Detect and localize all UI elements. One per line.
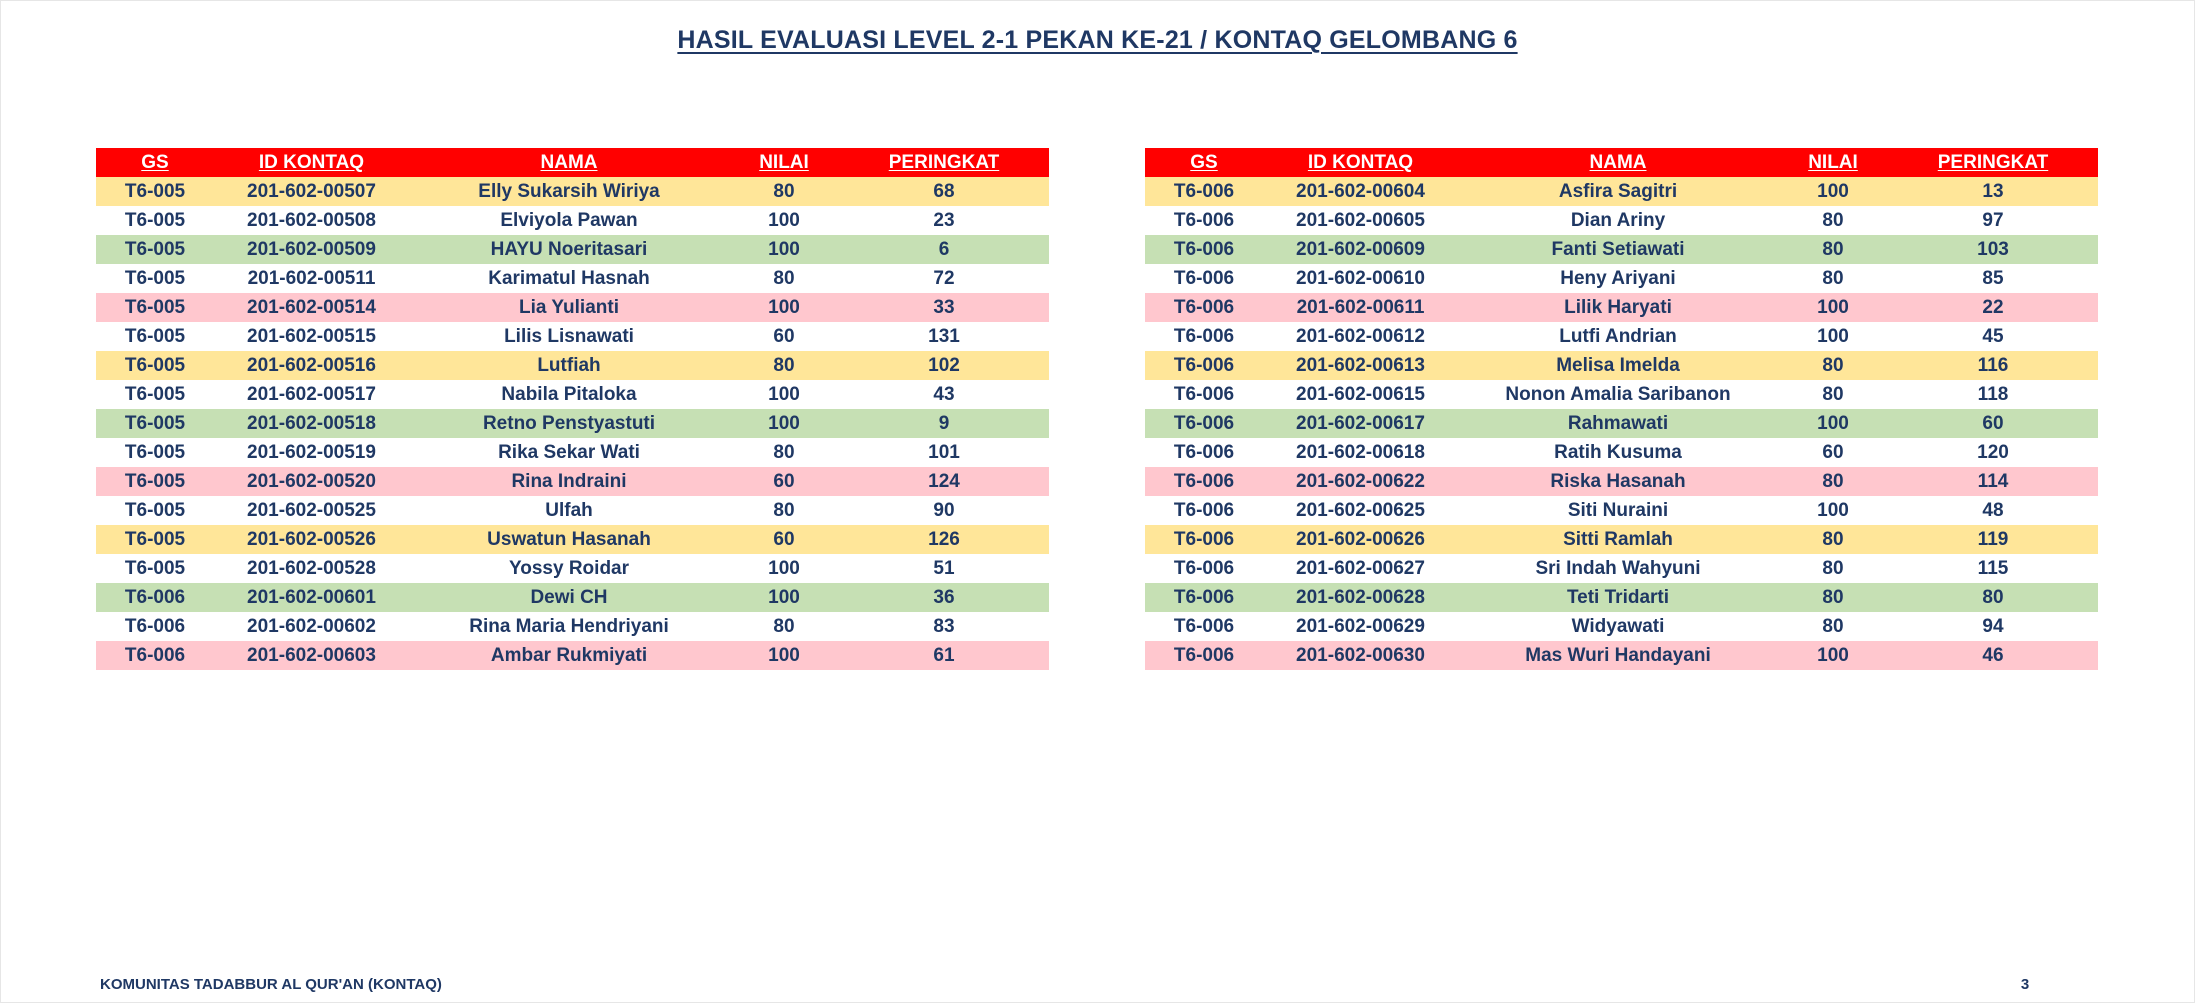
page-title-text: HASIL EVALUASI LEVEL 2-1 PEKAN KE-21 / KONTAQ GELOMBANG 6 (677, 26, 1518, 54)
cell-nama: Melisa Imelda (1458, 351, 1778, 380)
cell-nilai: 100 (1778, 293, 1888, 322)
cell-id-kontaq: 201-602-00628 (1263, 583, 1458, 612)
cell-id-kontaq: 201-602-00625 (1263, 496, 1458, 525)
table-row (96, 264, 1049, 293)
cell-nilai: 80 (1778, 612, 1888, 641)
table-row (1145, 322, 2098, 351)
cell-id-kontaq: 201-602-00604 (1263, 177, 1458, 206)
table-row (96, 380, 1049, 409)
column-header-id-kontaq: ID KONTAQ (1263, 148, 1458, 177)
cell-nama: Dewi CH (409, 583, 729, 612)
table-row (1145, 612, 2098, 641)
cell-id-kontaq: 201-602-00609 (1263, 235, 1458, 264)
cell-nama: Lutfiah (409, 351, 729, 380)
table-row (1145, 380, 2098, 409)
right-header-row (1145, 148, 2098, 177)
cell-peringkat: 115 (1888, 554, 2098, 583)
cell-nama: Teti Tridarti (1458, 583, 1778, 612)
table-row (96, 351, 1049, 380)
column-header-id-kontaq: ID KONTAQ (214, 148, 409, 177)
cell-gs: T6-006 (1145, 322, 1263, 351)
cell-peringkat: 60 (1888, 409, 2098, 438)
cell-nilai: 80 (1778, 235, 1888, 264)
cell-nama: Nabila Pitaloka (409, 380, 729, 409)
cell-nama: Sitti Ramlah (1458, 525, 1778, 554)
cell-gs: T6-005 (96, 351, 214, 380)
cell-peringkat: 68 (839, 177, 1049, 206)
cell-gs: T6-006 (1145, 351, 1263, 380)
cell-peringkat: 126 (839, 525, 1049, 554)
cell-peringkat: 131 (839, 322, 1049, 351)
cell-gs: T6-006 (1145, 467, 1263, 496)
cell-id-kontaq: 201-602-00519 (214, 438, 409, 467)
left-table-body (96, 177, 1049, 670)
cell-id-kontaq: 201-602-00629 (1263, 612, 1458, 641)
cell-peringkat: 97 (1888, 206, 2098, 235)
page-number: 3 (2020, 976, 2030, 993)
cell-nilai: 100 (729, 583, 839, 612)
cell-nama: Ulfah (409, 496, 729, 525)
cell-nilai: 60 (1778, 438, 1888, 467)
cell-peringkat: 85 (1888, 264, 2098, 293)
cell-id-kontaq: 201-602-00605 (1263, 206, 1458, 235)
cell-nilai: 100 (1778, 496, 1888, 525)
cell-id-kontaq: 201-602-00613 (1263, 351, 1458, 380)
table-row (1145, 525, 2098, 554)
cell-id-kontaq: 201-602-00627 (1263, 554, 1458, 583)
cell-peringkat: 103 (1888, 235, 2098, 264)
cell-nilai: 100 (1778, 409, 1888, 438)
cell-nama: Siti Nuraini (1458, 496, 1778, 525)
cell-id-kontaq: 201-602-00603 (214, 641, 409, 670)
cell-gs: T6-006 (1145, 583, 1263, 612)
table-row (96, 612, 1049, 641)
cell-gs: T6-006 (1145, 264, 1263, 293)
cell-nama: Karimatul Hasnah (409, 264, 729, 293)
cell-gs: T6-005 (96, 177, 214, 206)
cell-nilai: 60 (729, 467, 839, 496)
cell-id-kontaq: 201-602-00526 (214, 525, 409, 554)
cell-nilai: 100 (729, 293, 839, 322)
cell-id-kontaq: 201-602-00509 (214, 235, 409, 264)
cell-peringkat: 23 (839, 206, 1049, 235)
table-row (1145, 438, 2098, 467)
cell-peringkat: 119 (1888, 525, 2098, 554)
cell-gs: T6-006 (1145, 612, 1263, 641)
cell-gs: T6-006 (1145, 409, 1263, 438)
cell-id-kontaq: 201-602-00618 (1263, 438, 1458, 467)
right-table-body (1145, 177, 2098, 670)
cell-gs: T6-006 (1145, 554, 1263, 583)
cell-nama: Lutfi Andrian (1458, 322, 1778, 351)
cell-nilai: 80 (1778, 525, 1888, 554)
cell-nama: Elly Sukarsih Wiriya (409, 177, 729, 206)
cell-nama: Heny Ariyani (1458, 264, 1778, 293)
table-row (1145, 496, 2098, 525)
cell-gs: T6-006 (1145, 235, 1263, 264)
cell-id-kontaq: 201-602-00622 (1263, 467, 1458, 496)
cell-nama: Sri Indah Wahyuni (1458, 554, 1778, 583)
cell-nilai: 80 (1778, 554, 1888, 583)
cell-nama: Rika Sekar Wati (409, 438, 729, 467)
cell-nama: Elviyola Pawan (409, 206, 729, 235)
cell-id-kontaq: 201-602-00602 (214, 612, 409, 641)
cell-peringkat: 22 (1888, 293, 2098, 322)
table-row (96, 467, 1049, 496)
table-row (1145, 235, 2098, 264)
cell-nilai: 100 (729, 235, 839, 264)
cell-peringkat: 102 (839, 351, 1049, 380)
cell-peringkat: 46 (1888, 641, 2098, 670)
table-row (1145, 351, 2098, 380)
table-row (1145, 583, 2098, 612)
column-header-nama: NAMA (1458, 148, 1778, 177)
table-row (96, 206, 1049, 235)
cell-nilai: 100 (729, 554, 839, 583)
cell-peringkat: 72 (839, 264, 1049, 293)
cell-gs: T6-005 (96, 409, 214, 438)
cell-id-kontaq: 201-602-00528 (214, 554, 409, 583)
cell-nama: Fanti Setiawati (1458, 235, 1778, 264)
cell-nilai: 100 (1778, 177, 1888, 206)
column-header-nama: NAMA (409, 148, 729, 177)
cell-nama: Mas Wuri Handayani (1458, 641, 1778, 670)
cell-nama: Rina Indraini (409, 467, 729, 496)
cell-peringkat: 116 (1888, 351, 2098, 380)
cell-nama: Dian Ariny (1458, 206, 1778, 235)
cell-id-kontaq: 201-602-00626 (1263, 525, 1458, 554)
cell-peringkat: 36 (839, 583, 1049, 612)
table-row (1145, 177, 2098, 206)
cell-nilai: 80 (729, 612, 839, 641)
cell-nama: Yossy Roidar (409, 554, 729, 583)
cell-gs: T6-005 (96, 264, 214, 293)
page-title (0, 26, 2195, 55)
cell-nilai: 80 (729, 351, 839, 380)
cell-peringkat: 33 (839, 293, 1049, 322)
cell-id-kontaq: 201-602-00517 (214, 380, 409, 409)
table-row (1145, 641, 2098, 670)
cell-peringkat: 43 (839, 380, 1049, 409)
column-header-peringkat: PERINGKAT (1888, 148, 2098, 177)
cell-gs: T6-006 (1145, 293, 1263, 322)
table-row (1145, 206, 2098, 235)
table-row (96, 322, 1049, 351)
cell-gs: T6-005 (96, 235, 214, 264)
table-row (1145, 554, 2098, 583)
cell-peringkat: 114 (1888, 467, 2098, 496)
cell-nilai: 100 (729, 380, 839, 409)
cell-nilai: 60 (729, 322, 839, 351)
cell-nama: Uswatun Hasanah (409, 525, 729, 554)
cell-id-kontaq: 201-602-00516 (214, 351, 409, 380)
cell-nilai: 80 (1778, 380, 1888, 409)
cell-id-kontaq: 201-602-00610 (1263, 264, 1458, 293)
cell-nama: Nonon Amalia Saribanon (1458, 380, 1778, 409)
table-row (96, 177, 1049, 206)
cell-nama: HAYU Noeritasari (409, 235, 729, 264)
cell-nama: Rahmawati (1458, 409, 1778, 438)
cell-gs: T6-005 (96, 322, 214, 351)
table-row (96, 496, 1049, 525)
cell-peringkat: 61 (839, 641, 1049, 670)
cell-id-kontaq: 201-602-00511 (214, 264, 409, 293)
cell-peringkat: 118 (1888, 380, 2098, 409)
cell-id-kontaq: 201-602-00515 (214, 322, 409, 351)
cell-gs: T6-006 (1145, 380, 1263, 409)
cell-gs: T6-005 (96, 525, 214, 554)
cell-nama: Ambar Rukmiyati (409, 641, 729, 670)
cell-gs: T6-006 (96, 641, 214, 670)
table-row (96, 409, 1049, 438)
cell-id-kontaq: 201-602-00525 (214, 496, 409, 525)
table-row (1145, 467, 2098, 496)
cell-id-kontaq: 201-602-00601 (214, 583, 409, 612)
cell-id-kontaq: 201-602-00611 (1263, 293, 1458, 322)
column-header-peringkat: PERINGKAT (839, 148, 1049, 177)
cell-gs: T6-006 (1145, 496, 1263, 525)
table-row (96, 438, 1049, 467)
cell-nilai: 100 (729, 206, 839, 235)
cell-nama: Retno Penstyastuti (409, 409, 729, 438)
cell-peringkat: 101 (839, 438, 1049, 467)
table-row (1145, 293, 2098, 322)
cell-nilai: 100 (1778, 322, 1888, 351)
left-results-table (96, 148, 1049, 670)
cell-gs: T6-005 (96, 554, 214, 583)
cell-peringkat: 9 (839, 409, 1049, 438)
cell-nilai: 80 (1778, 206, 1888, 235)
cell-id-kontaq: 201-602-00508 (214, 206, 409, 235)
cell-nilai: 80 (729, 438, 839, 467)
cell-peringkat: 80 (1888, 583, 2098, 612)
cell-nilai: 60 (729, 525, 839, 554)
table-row (1145, 409, 2098, 438)
cell-id-kontaq: 201-602-00612 (1263, 322, 1458, 351)
cell-id-kontaq: 201-602-00520 (214, 467, 409, 496)
table-row (96, 641, 1049, 670)
cell-nama: Lilik Haryati (1458, 293, 1778, 322)
cell-peringkat: 45 (1888, 322, 2098, 351)
cell-peringkat: 48 (1888, 496, 2098, 525)
cell-gs: T6-005 (96, 293, 214, 322)
cell-gs: T6-005 (96, 467, 214, 496)
cell-gs: T6-006 (96, 612, 214, 641)
cell-nama: Asfira Sagitri (1458, 177, 1778, 206)
column-header-gs: GS (1145, 148, 1263, 177)
cell-peringkat: 90 (839, 496, 1049, 525)
cell-peringkat: 94 (1888, 612, 2098, 641)
cell-id-kontaq: 201-602-00514 (214, 293, 409, 322)
table-row (96, 554, 1049, 583)
cell-peringkat: 124 (839, 467, 1049, 496)
cell-id-kontaq: 201-602-00630 (1263, 641, 1458, 670)
cell-gs: T6-006 (1145, 641, 1263, 670)
cell-peringkat: 120 (1888, 438, 2098, 467)
cell-id-kontaq: 201-602-00518 (214, 409, 409, 438)
cell-nilai: 100 (729, 641, 839, 670)
cell-nilai: 80 (729, 177, 839, 206)
column-header-nilai: NILAI (729, 148, 839, 177)
cell-nilai: 80 (1778, 264, 1888, 293)
cell-peringkat: 83 (839, 612, 1049, 641)
cell-gs: T6-006 (1145, 177, 1263, 206)
cell-gs: T6-006 (1145, 438, 1263, 467)
cell-nilai: 80 (729, 264, 839, 293)
cell-id-kontaq: 201-602-00615 (1263, 380, 1458, 409)
table-row (96, 235, 1049, 264)
cell-nama: Lilis Lisnawati (409, 322, 729, 351)
right-results-table (1145, 148, 2098, 670)
cell-peringkat: 6 (839, 235, 1049, 264)
cell-nama: Ratih Kusuma (1458, 438, 1778, 467)
table-row (1145, 264, 2098, 293)
column-header-nilai: NILAI (1778, 148, 1888, 177)
cell-nama: Lia Yulianti (409, 293, 729, 322)
cell-gs: T6-006 (1145, 206, 1263, 235)
cell-nilai: 100 (1778, 641, 1888, 670)
table-row (96, 525, 1049, 554)
cell-id-kontaq: 201-602-00617 (1263, 409, 1458, 438)
cell-gs: T6-005 (96, 380, 214, 409)
cell-gs: T6-005 (96, 438, 214, 467)
cell-gs: T6-005 (96, 496, 214, 525)
cell-peringkat: 13 (1888, 177, 2098, 206)
column-header-gs: GS (96, 148, 214, 177)
cell-id-kontaq: 201-602-00507 (214, 177, 409, 206)
cell-peringkat: 51 (839, 554, 1049, 583)
table-row (96, 293, 1049, 322)
cell-nilai: 80 (1778, 467, 1888, 496)
cell-gs: T6-006 (1145, 525, 1263, 554)
table-row (96, 583, 1049, 612)
cell-nama: Rina Maria Hendriyani (409, 612, 729, 641)
cell-nilai: 100 (729, 409, 839, 438)
cell-nilai: 80 (1778, 583, 1888, 612)
cell-nama: Widyawati (1458, 612, 1778, 641)
cell-gs: T6-006 (96, 583, 214, 612)
cell-nilai: 80 (1778, 351, 1888, 380)
footer-organization: KOMUNITAS TADABBUR AL QUR'AN (KONTAQ) (100, 976, 442, 993)
cell-nama: Riska Hasanah (1458, 467, 1778, 496)
left-header-row (96, 148, 1049, 177)
cell-nilai: 80 (729, 496, 839, 525)
cell-gs: T6-005 (96, 206, 214, 235)
